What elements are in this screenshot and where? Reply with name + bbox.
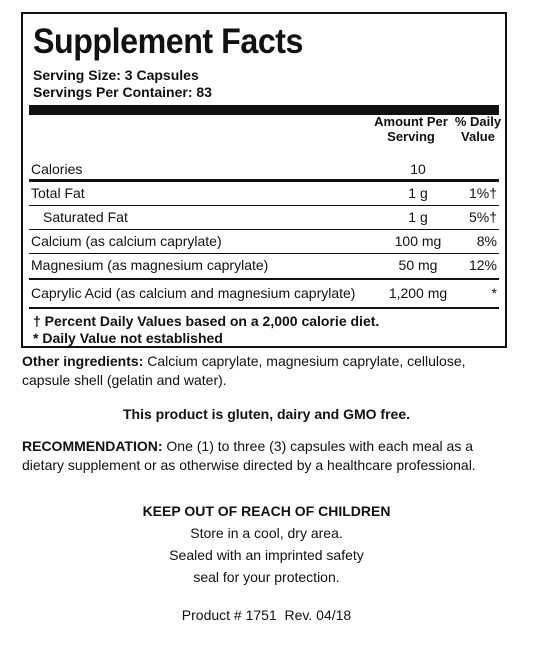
storage-line-1: Store in a cool, dry area. — [190, 525, 343, 541]
nutrient-amount: 1 g — [408, 185, 428, 201]
footnote-divider — [29, 307, 499, 309]
recommendation-text: One (1) to three (3) capsules with each meal as a dietary supplement or as otherwise directed by a healthcare professional. — [22, 438, 476, 473]
table-row — [29, 253, 499, 277]
nutrient-dv: 12% — [468, 257, 497, 273]
nutrient-dv: 1%† — [468, 185, 497, 201]
nutrient-dv: 8% — [476, 233, 497, 249]
nutrient-amount: 50 mg — [398, 257, 438, 273]
serving-size: Serving Size: 3 Capsules — [33, 67, 199, 83]
panel-title: Supplement Facts — [33, 22, 303, 61]
storage-line-2: Sealed with an imprinted safety — [169, 547, 364, 563]
dv-header-line2: Value — [461, 129, 495, 144]
nutrient-name: Saturated Fat — [43, 209, 128, 225]
nutrient-amount: 1 g — [408, 209, 428, 225]
other-ingredients — [22, 352, 514, 390]
nutrient-name: Calcium (as calcium caprylate) — [31, 233, 222, 249]
product-number: Product # 1751 Rev. 04/18 — [181, 607, 352, 623]
nutrient-name: Magnesium (as magnesium caprylate) — [31, 257, 269, 273]
recommendation-label: RECOMMENDATION: — [22, 438, 163, 454]
table-row — [29, 205, 499, 230]
keep-out-warning: KEEP OUT OF REACH OF CHILDREN — [142, 503, 391, 519]
nutrient-dv: 5%† — [468, 209, 497, 225]
table-row — [29, 181, 499, 206]
table-row — [29, 229, 499, 254]
other-ingredients-text: Calcium caprylate, magnesium caprylate, cellulose, capsule shell (gelatin and water). — [22, 353, 466, 388]
recommendation — [22, 437, 514, 475]
nutrient-amount: 1,200 mg — [388, 285, 448, 301]
free-from-statement: This product is gluten, dairy and GMO free. — [122, 406, 411, 422]
supplement-facts-panel — [21, 12, 507, 348]
other-ingredients-label: Other ingredients: — [22, 353, 144, 369]
dv-header-line1: % Daily — [454, 114, 502, 129]
nutrient-dv: * — [491, 285, 497, 301]
footnote-percent-dv: † Percent Daily Values based on a 2,000 calorie diet. — [33, 313, 380, 329]
servings-per-container: Servings Per Container: 83 — [33, 84, 212, 100]
amount-header — [369, 114, 453, 144]
nutrient-amount: 10 — [410, 161, 426, 177]
nutrient-name: Calories — [31, 161, 83, 177]
amount-header-line1: Amount Per — [374, 114, 448, 129]
storage-line-3: seal for your protection. — [193, 569, 340, 585]
amount-header-line2: Serving — [387, 129, 435, 144]
nutrient-name: Caprylic Acid (as calcium and magnesium caprylate) — [31, 285, 356, 301]
footnote-dv-not-established: * Daily Value not established — [33, 330, 223, 346]
daily-value-header — [453, 114, 503, 144]
table-row — [29, 281, 499, 305]
nutrient-amount: 100 mg — [394, 233, 442, 249]
section-divider — [29, 278, 499, 280]
table-row — [29, 157, 499, 182]
nutrient-name: Total Fat — [31, 185, 85, 201]
